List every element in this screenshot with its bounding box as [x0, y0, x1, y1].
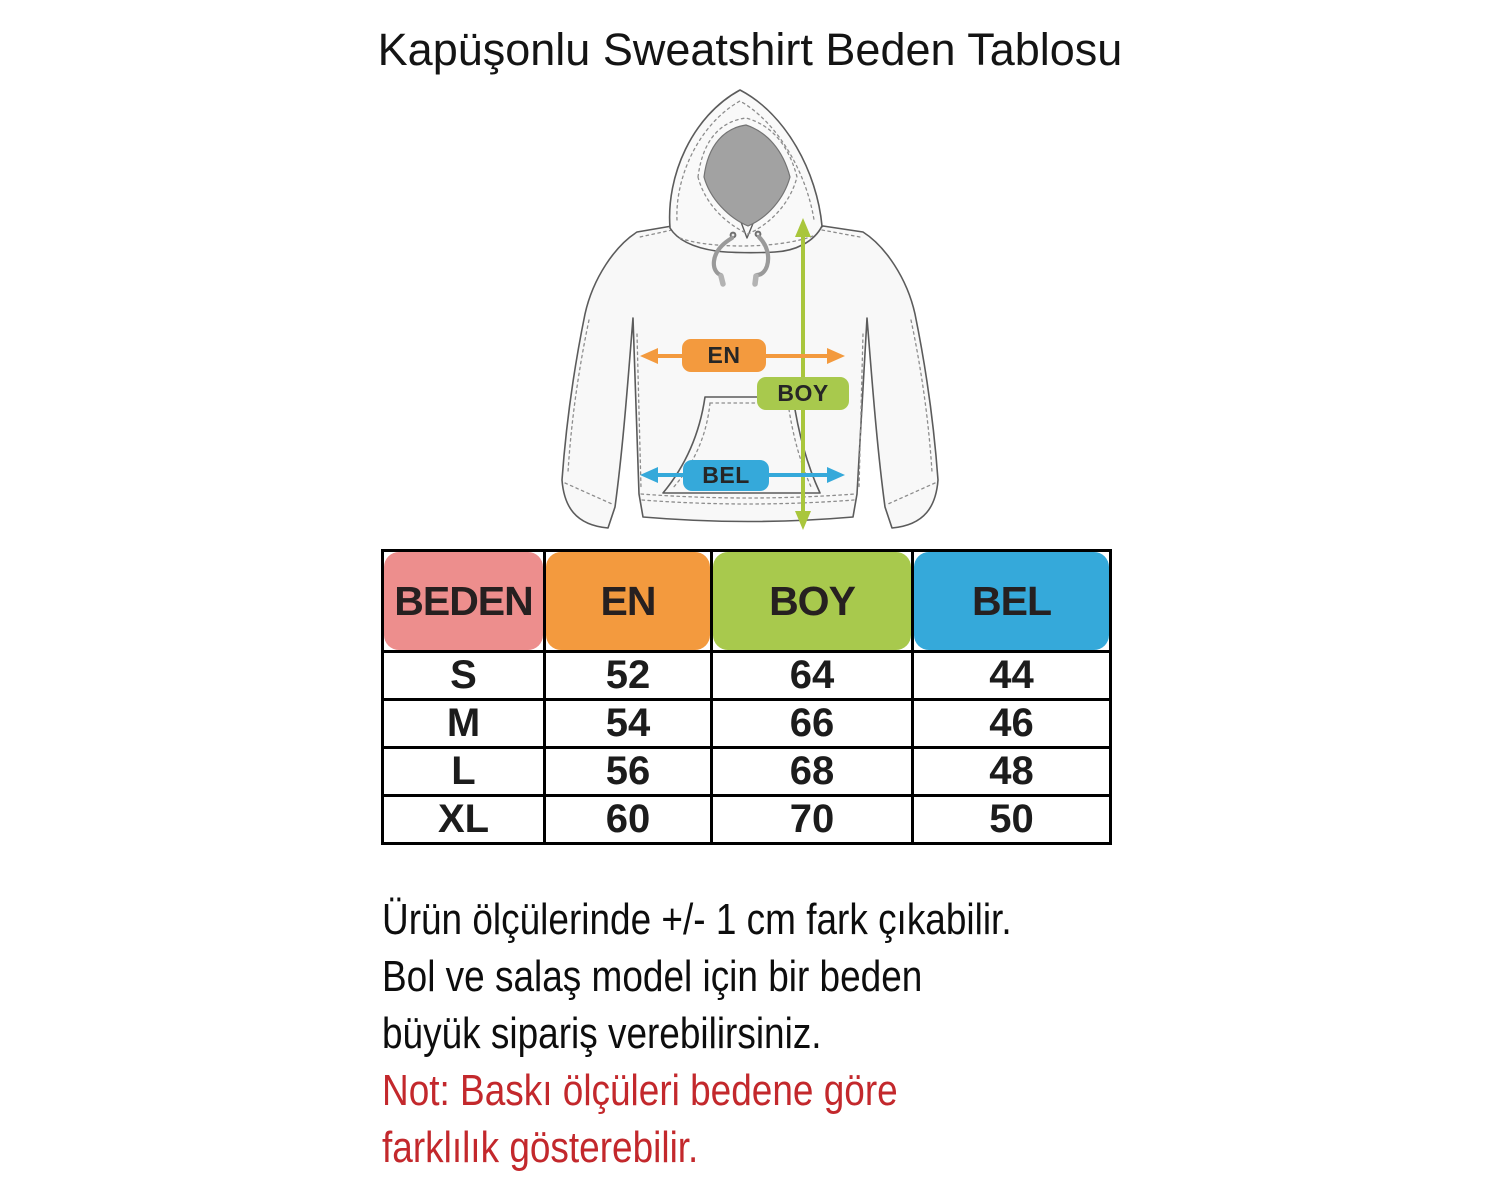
en-measure-label: [682, 339, 766, 372]
size-table-header-row: [383, 551, 1111, 652]
cell-boy: 68: [712, 748, 913, 796]
note-print-2: farklılık gösterebilir.: [382, 1123, 699, 1172]
cell-bel: 50: [913, 796, 1111, 844]
header-beden: BEDEN: [384, 552, 543, 650]
note-print-1: Not: Baskı ölçüleri bedene göre: [382, 1066, 898, 1115]
cell-boy: 66: [712, 700, 913, 748]
cell-en: 56: [545, 748, 712, 796]
bel-measure-label: [683, 460, 769, 491]
size-row-m: [383, 700, 1111, 748]
cell-size: S: [383, 652, 545, 700]
header-en: EN: [546, 552, 710, 650]
cell-en: 60: [545, 796, 712, 844]
cell-en: 52: [545, 652, 712, 700]
hoodie-illustration: [520, 80, 980, 550]
size-row-l: [383, 748, 1111, 796]
cell-boy: 70: [712, 796, 913, 844]
cell-boy: 64: [712, 652, 913, 700]
notes-block: [382, 891, 1012, 1176]
size-row-s: [383, 652, 1111, 700]
note-fit-1: Bol ve salaş model için bir beden: [382, 952, 923, 1001]
hoodie-diagram: [520, 80, 980, 550]
size-table: [381, 549, 1112, 845]
size-row-xl: [383, 796, 1111, 844]
note-fit-2: büyük sipariş verebilirsiniz.: [382, 1009, 822, 1058]
cell-size: M: [383, 700, 545, 748]
svg-text:BEL: BEL: [702, 462, 750, 488]
boy-measure-label: [757, 377, 849, 410]
page-title: Kapüşonlu Sweatshirt Beden Tablosu: [377, 24, 1123, 75]
cell-bel: 48: [913, 748, 1111, 796]
svg-text:EN: EN: [707, 342, 741, 368]
cell-size: XL: [383, 796, 545, 844]
cell-en: 54: [545, 700, 712, 748]
cell-bel: 44: [913, 652, 1111, 700]
cell-bel: 46: [913, 700, 1111, 748]
header-bel: BEL: [914, 552, 1109, 650]
note-tolerance: Ürün ölçülerinde +/- 1 cm fark çıkabilir.: [382, 895, 1012, 944]
header-boy: BOY: [713, 552, 911, 650]
cell-size: L: [383, 748, 545, 796]
svg-text:BOY: BOY: [777, 380, 829, 406]
